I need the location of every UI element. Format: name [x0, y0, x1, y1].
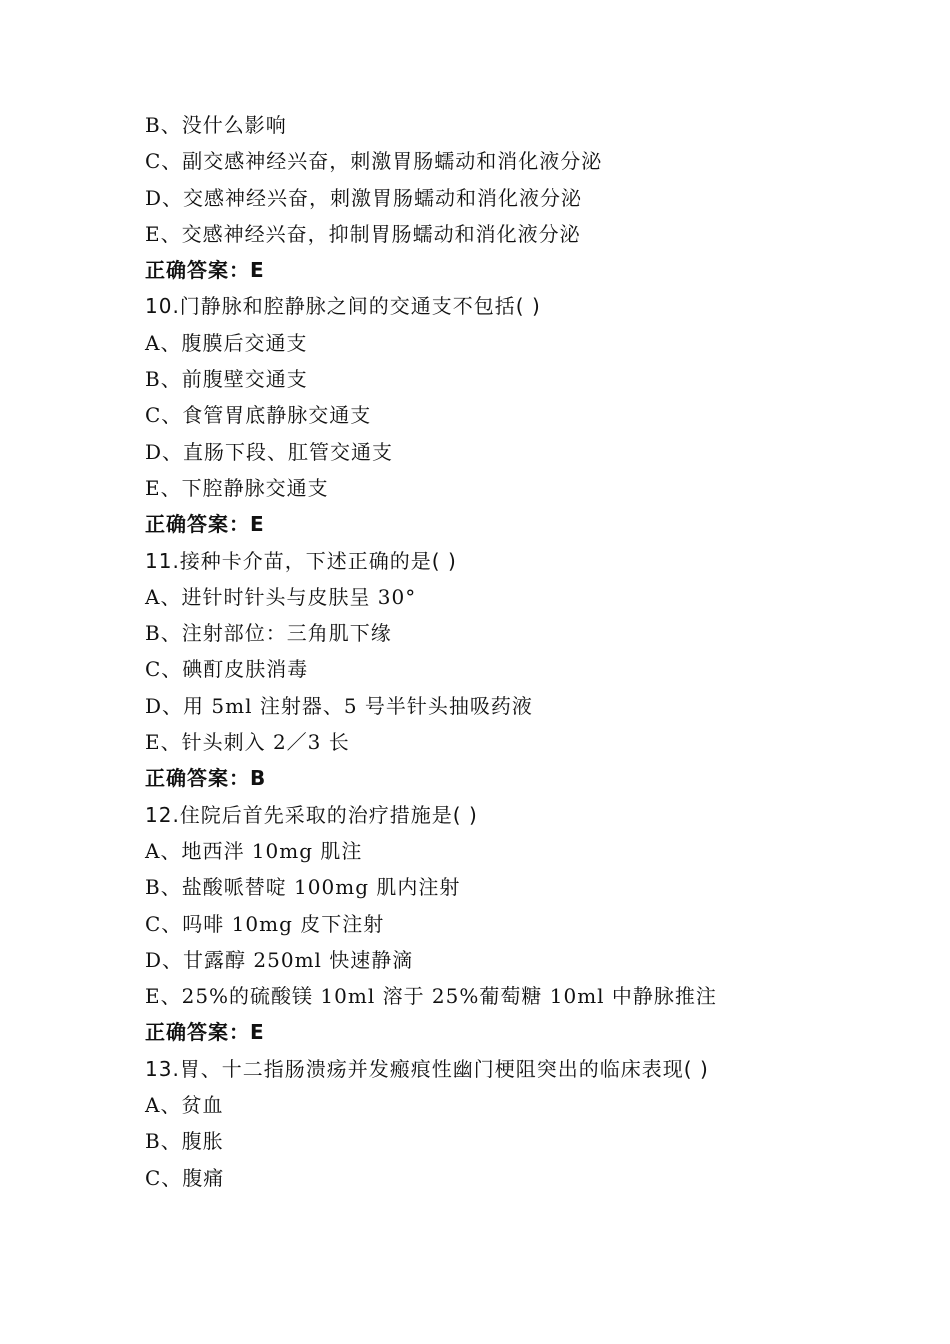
option-line: B、注射部位：三角肌下缘 [145, 621, 392, 646]
answer-line: 正确答案：B [145, 766, 267, 791]
option-line: D、甘露醇 250ml 快速静滴 [145, 947, 414, 972]
question-line: 10.门静脉和腔静脉之间的交通支不包括( ) [145, 294, 541, 319]
option-line: A、地西泮 10mg 肌注 [145, 838, 363, 863]
option-line: B、腹胀 [145, 1129, 224, 1154]
option-line: E、交感神经兴奋，抑制胃肠蠕动和消化液分泌 [145, 221, 581, 246]
option-line: C、食管胃底静脉交通支 [145, 403, 372, 428]
question-line: 11.接种卡介苗，下述正确的是( ) [145, 548, 457, 573]
document-body [145, 107, 845, 1196]
option-line: D、用 5ml 注射器、5 号半针头抽吸药液 [145, 693, 533, 718]
option-line: A、腹膜后交通支 [145, 330, 308, 355]
option-line: A、进针时针头与皮肤呈 30° [145, 584, 417, 609]
option-line: E、针头刺入 2／3 长 [145, 730, 350, 755]
question-line: 12.住院后首先采取的治疗措施是( ) [145, 802, 478, 827]
option-line: B、前腹壁交通支 [145, 367, 308, 392]
option-line: C、腹痛 [145, 1165, 225, 1190]
option-line: E、下腔静脉交通支 [145, 475, 329, 500]
option-line: D、直肠下段、肛管交通支 [145, 439, 394, 464]
option-line: B、盐酸哌替啶 100mg 肌内注射 [145, 875, 461, 900]
option-line: A、贫血 [145, 1093, 224, 1118]
answer-line: 正确答案：E [145, 1020, 265, 1045]
option-line: C、副交感神经兴奋，刺激胃肠蠕动和消化液分泌 [145, 149, 603, 174]
option-line: C、吗啡 10mg 皮下注射 [145, 911, 385, 936]
option-line: B、没什么影响 [145, 113, 287, 137]
option-line: D、交感神经兴奋，刺激胃肠蠕动和消化液分泌 [145, 185, 583, 210]
answer-line: 正确答案：E [145, 512, 265, 537]
answer-line: 正确答案：E [145, 258, 265, 283]
option-line: E、25%的硫酸镁 10ml 溶于 25%葡萄糖 10ml 中静脉推注 [145, 984, 717, 1009]
question-line: 13.胃、十二指肠溃疡并发瘢痕性幽门梗阻突出的临床表现( ) [145, 1056, 709, 1081]
option-line: C、碘酊皮肤消毒 [145, 657, 309, 682]
